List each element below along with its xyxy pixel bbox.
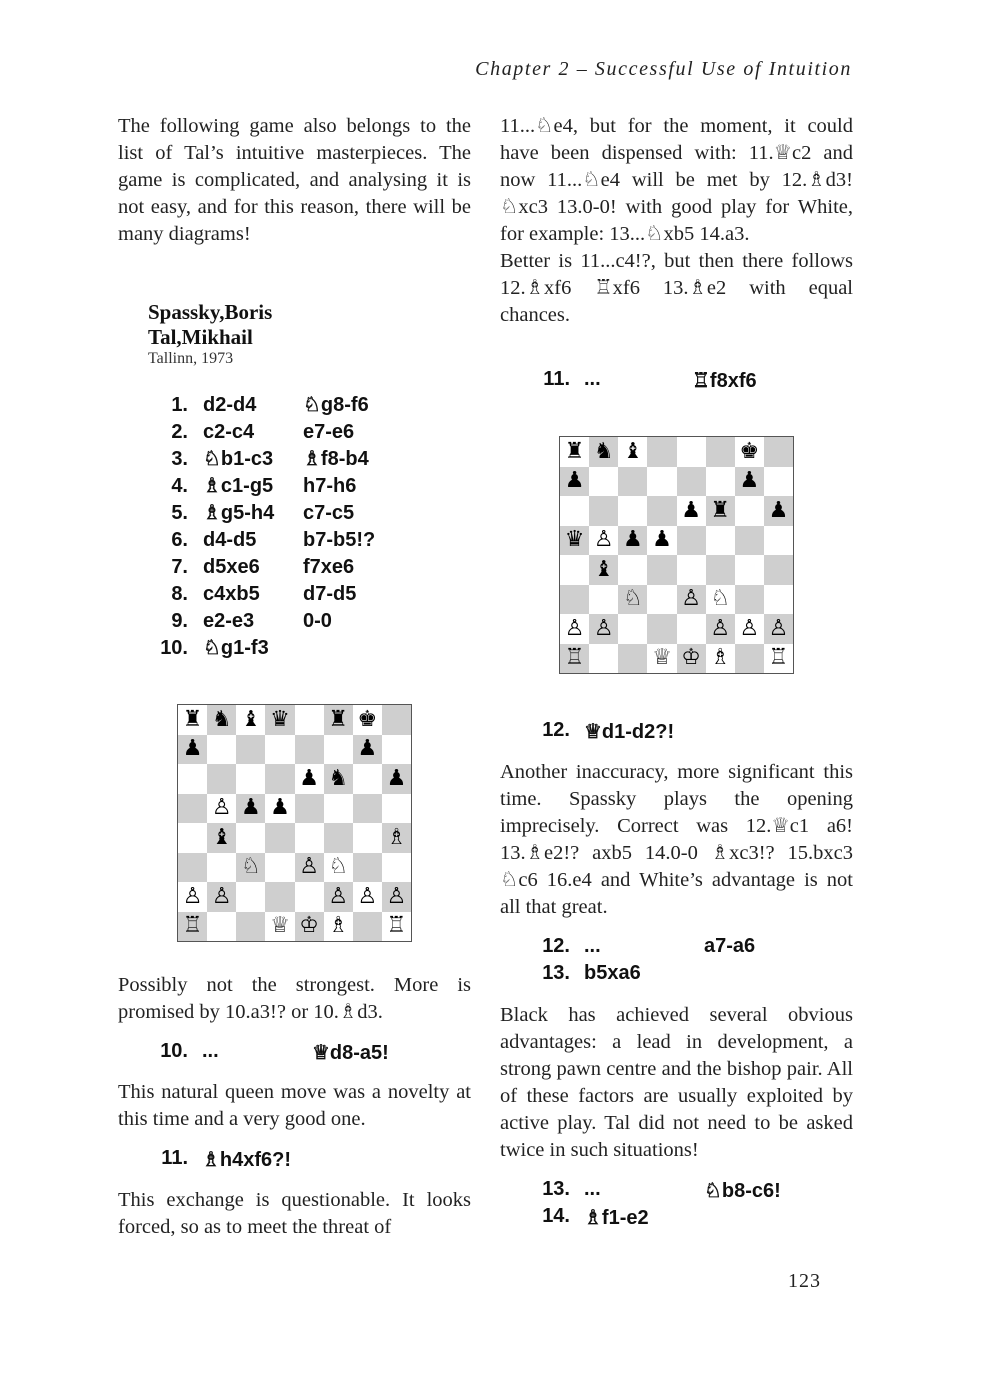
- board-square: [295, 912, 324, 942]
- white-queen-icon: ♕: [652, 645, 672, 671]
- board-square: [353, 794, 382, 824]
- move-text: ♘b8-c6!: [704, 1180, 781, 1202]
- board-square: [236, 705, 265, 735]
- board-square: [207, 882, 236, 912]
- board-square: [295, 735, 324, 765]
- game-header: [148, 300, 272, 368]
- white-move: ♘b1-c3: [203, 448, 274, 470]
- black-pawn-icon: ♟: [386, 765, 407, 791]
- black-pawn-icon: ♟: [182, 736, 203, 762]
- board-square: [706, 555, 735, 585]
- move-row: [118, 419, 403, 446]
- board-square: [265, 794, 294, 824]
- move-row: [118, 500, 403, 527]
- board-square: [207, 794, 236, 824]
- board-square: [764, 585, 793, 615]
- board-square: [207, 823, 236, 853]
- move-number: 1.: [171, 394, 188, 416]
- white-king-icon: ♔: [681, 645, 701, 671]
- board-square: [382, 912, 411, 942]
- board-square: [265, 823, 294, 853]
- board-square: [324, 764, 353, 794]
- black-pawn-icon: ♟: [357, 736, 378, 762]
- board-square: [560, 585, 589, 615]
- white-move: d2-d4: [203, 394, 257, 416]
- board-square: [236, 794, 265, 824]
- board-square: [618, 526, 647, 556]
- black-pawn-icon: ♟: [739, 468, 760, 494]
- white-knight-icon: ♘: [622, 586, 643, 612]
- board-square: [295, 853, 324, 883]
- board-square: [735, 526, 764, 556]
- chess-diagram-2: [559, 436, 794, 674]
- move-row: [118, 608, 403, 635]
- white-rook-icon: ♖: [182, 913, 203, 939]
- board-square: [706, 614, 735, 644]
- left-column: [118, 113, 471, 248]
- board-square: [589, 585, 618, 615]
- board-square: [382, 794, 411, 824]
- board-square: [353, 823, 382, 853]
- white-pawn-icon: ♙: [710, 615, 731, 641]
- board-square: [735, 614, 764, 644]
- board-square: [735, 496, 764, 526]
- white-pawn-icon: ♙: [211, 883, 232, 909]
- board-square: [353, 853, 382, 883]
- board-square: [647, 585, 676, 615]
- move-13-black: [530, 1178, 781, 1203]
- chapter-header: Chapter 2 – Successful Use of Intuition: [475, 58, 852, 80]
- board-square: [295, 764, 324, 794]
- board-square: [735, 644, 764, 674]
- left-para-3: [118, 1079, 471, 1133]
- board-square: [677, 496, 706, 526]
- board-square: [764, 614, 793, 644]
- game-place: Tallinn, 1973: [148, 350, 234, 367]
- board-square: [207, 764, 236, 794]
- board-square: [764, 526, 793, 556]
- board-square: [618, 644, 647, 674]
- move-text: a7-a6: [704, 935, 756, 957]
- black-king-icon: ♚: [357, 706, 378, 732]
- comment-10b: This natural queen move was a novelty at this time and a very good one.: [118, 1081, 471, 1130]
- white-pawn-icon: ♙: [386, 883, 407, 909]
- white-move: ♗c1-g5: [203, 475, 274, 497]
- black-move: e7-e6: [303, 421, 355, 443]
- board-square: [589, 467, 618, 497]
- board-square: [382, 853, 411, 883]
- intro-paragraph: The following game also belongs to the list of Tal’s intuitive masterpieces. The game is complicated, and analysing it is not easy, and for this reason, there will be many diagrams!: [118, 115, 471, 245]
- move-row: [118, 446, 403, 473]
- board-square: [618, 496, 647, 526]
- board-square: [178, 912, 207, 942]
- chess-diagram-1: [177, 704, 412, 942]
- board-square: [178, 764, 207, 794]
- black-rook-icon: ♜: [328, 706, 349, 732]
- white-knight-icon: ♘: [328, 854, 349, 880]
- move-number: 8.: [171, 583, 188, 605]
- board-square: [560, 555, 589, 585]
- board-square: [589, 644, 618, 674]
- right-column: [500, 113, 853, 329]
- move-number: 12.: [542, 719, 570, 741]
- board-square: [589, 555, 618, 585]
- board-square: [677, 526, 706, 556]
- board-square: [265, 735, 294, 765]
- board-square: [207, 705, 236, 735]
- board-square: [677, 585, 706, 615]
- move-number: 7.: [171, 556, 188, 578]
- black-knight-icon: ♞: [328, 765, 349, 791]
- move-number: 10.: [160, 1040, 188, 1062]
- white-rook-icon: ♖: [386, 913, 407, 939]
- board-square: [735, 585, 764, 615]
- black-pawn-icon: ♟: [299, 765, 319, 791]
- board-square: [647, 467, 676, 497]
- board-square: [382, 823, 411, 853]
- board-square: [295, 882, 324, 912]
- board-square: [382, 764, 411, 794]
- right-para-3: [500, 759, 853, 921]
- board-square: [618, 437, 647, 467]
- move-row: [118, 554, 403, 581]
- page-number: 123: [788, 1270, 821, 1292]
- move-10-black: [148, 1040, 389, 1065]
- board-square: [324, 794, 353, 824]
- left-para-2: [118, 972, 471, 1026]
- board-square: [618, 467, 647, 497]
- black-bishop-icon: ♝: [622, 438, 643, 464]
- board-square: [295, 705, 324, 735]
- black-rook-icon: ♜: [182, 706, 203, 732]
- board-square: [589, 526, 618, 556]
- board-square: [324, 912, 353, 942]
- white-pawn-icon: ♙: [182, 883, 203, 909]
- board-square: [764, 437, 793, 467]
- move-11-white: [148, 1147, 291, 1172]
- board-square: [324, 882, 353, 912]
- board-square: [265, 853, 294, 883]
- white-king-icon: ♔: [299, 913, 319, 939]
- move-number: 10.: [160, 637, 188, 659]
- board-square: [236, 823, 265, 853]
- move-dots: ...: [584, 368, 601, 390]
- board-square: [382, 705, 411, 735]
- board-square: [265, 705, 294, 735]
- move-text: ♕d8-a5!: [312, 1042, 389, 1064]
- board-square: [207, 853, 236, 883]
- board-square: [295, 823, 324, 853]
- black-queen-icon: ♛: [564, 527, 585, 553]
- white-rook-icon: ♖: [564, 645, 585, 671]
- board-square: [706, 437, 735, 467]
- white-rook-icon: ♖: [768, 645, 789, 671]
- board-square: [706, 467, 735, 497]
- board-square: [353, 912, 382, 942]
- board-square: [706, 526, 735, 556]
- white-pawn-icon: ♙: [739, 615, 760, 641]
- board-square: [178, 823, 207, 853]
- black-move: d7-d5: [303, 583, 357, 605]
- board-square: [560, 614, 589, 644]
- board-square: [735, 467, 764, 497]
- board-square: [677, 614, 706, 644]
- board-square: [178, 705, 207, 735]
- board-square: [178, 794, 207, 824]
- move-dots: ...: [584, 1178, 601, 1200]
- move-dots: ...: [584, 935, 601, 957]
- white-pawn-icon: ♙: [768, 615, 789, 641]
- move-text: ♗h4xf6?!: [202, 1149, 292, 1171]
- board-square: [324, 853, 353, 883]
- move-number: 13.: [542, 962, 570, 984]
- board-square: [207, 912, 236, 942]
- white-pawn-icon: ♙: [593, 615, 614, 641]
- move-number: 14.: [542, 1205, 570, 1227]
- black-player: Tal,Mikhail: [148, 325, 253, 349]
- board-square: [265, 764, 294, 794]
- move-text: ♕d1-d2?!: [584, 721, 675, 743]
- black-knight-icon: ♞: [593, 438, 614, 464]
- board-square: [236, 735, 265, 765]
- board-square: [560, 437, 589, 467]
- move-row: [118, 473, 403, 500]
- black-pawn-icon: ♟: [270, 795, 290, 821]
- board-square: [236, 764, 265, 794]
- board-square: [647, 555, 676, 585]
- comment-11: This exchange is questionable. It looks forced, so as to meet the threat of: [118, 1189, 471, 1238]
- comment-10: Possibly not the strongest. More is promised by 10.a3!? or 10.♗d3.: [118, 974, 471, 1023]
- board-square: [647, 496, 676, 526]
- move-number: 11.: [543, 368, 570, 390]
- white-pawn-icon: ♙: [299, 854, 319, 880]
- board-square: [735, 437, 764, 467]
- board-square: [324, 823, 353, 853]
- white-knight-icon: ♘: [710, 586, 731, 612]
- black-king-icon: ♚: [739, 438, 760, 464]
- board-square: [706, 585, 735, 615]
- move-list: [118, 392, 403, 662]
- move-text: ♖f8xf6: [692, 370, 757, 392]
- black-queen-icon: ♛: [270, 706, 290, 732]
- board-square: [677, 467, 706, 497]
- board-square: [764, 644, 793, 674]
- move-row: [118, 581, 403, 608]
- move-number: 9.: [171, 610, 188, 632]
- board-square: [764, 496, 793, 526]
- black-move: [303, 635, 403, 662]
- move-number: 13.: [542, 1178, 570, 1200]
- board-square: [295, 794, 324, 824]
- black-move: 0-0: [303, 610, 332, 632]
- board-square: [353, 882, 382, 912]
- board-square: [706, 496, 735, 526]
- white-pawn-icon: ♙: [211, 795, 232, 821]
- board-square: [764, 555, 793, 585]
- white-bishop-icon: ♗: [328, 913, 349, 939]
- black-rook-icon: ♜: [710, 497, 731, 523]
- move-row: [118, 527, 403, 554]
- black-pawn-icon: ♟: [240, 795, 261, 821]
- white-pawn-icon: ♙: [564, 615, 585, 641]
- white-bishop-icon: ♗: [710, 645, 731, 671]
- black-move: ♗f8-b4: [303, 448, 369, 470]
- board-square: [560, 496, 589, 526]
- black-move: ♘g8-f6: [303, 394, 369, 416]
- white-move: c2-c4: [203, 421, 255, 443]
- comment-11-better: Better is 11...c4!?, but then there follows 12.♗xf6 ♖xf6 13.♗e2 with equal chances.: [500, 250, 853, 326]
- move-number: 11.: [161, 1147, 188, 1169]
- move-text: b5xa6: [584, 962, 641, 984]
- move-number: 2.: [171, 421, 188, 443]
- board-square: [647, 614, 676, 644]
- move-text: ♗f1-e2: [584, 1207, 649, 1229]
- right-para-4: [500, 1002, 853, 1164]
- white-pawn-icon: ♙: [357, 883, 378, 909]
- white-move: c4xb5: [203, 583, 260, 605]
- board-square: [618, 614, 647, 644]
- comment-13: Black has achieved several obvious advantages: a lead in development, a strong pawn centre and the bishop pair. All of these factors are usually exploited by active play. Tal did not need to be asked twice in such situations!: [500, 1004, 853, 1161]
- white-move: ♗g5-h4: [203, 502, 275, 524]
- board-square: [560, 467, 589, 497]
- move-row: [118, 635, 403, 662]
- board-square: [382, 735, 411, 765]
- board-square: [647, 644, 676, 674]
- black-move: c7-c5: [303, 502, 355, 524]
- board-square: [618, 555, 647, 585]
- board-square: [178, 735, 207, 765]
- left-para-4: [118, 1187, 471, 1241]
- black-move: b7-b5!?: [303, 529, 376, 551]
- black-pawn-icon: ♟: [681, 497, 701, 523]
- board-square: [677, 437, 706, 467]
- black-pawn-icon: ♟: [652, 527, 672, 553]
- white-bishop-icon: ♗: [386, 824, 407, 850]
- board-square: [382, 882, 411, 912]
- move-number: 6.: [171, 529, 188, 551]
- board-square: [324, 705, 353, 735]
- board-square: [589, 437, 618, 467]
- black-bishop-icon: ♝: [240, 706, 261, 732]
- white-pawn-icon: ♙: [681, 586, 701, 612]
- black-bishop-icon: ♝: [593, 556, 614, 582]
- move-12-black: [530, 935, 755, 958]
- white-pawn-icon: ♙: [328, 883, 349, 909]
- black-pawn-icon: ♟: [564, 468, 585, 494]
- move-number: 3.: [171, 448, 188, 470]
- white-move: e2-e3: [203, 610, 255, 632]
- move-number: 4.: [171, 475, 188, 497]
- move-11-black: [530, 368, 757, 393]
- move-14-white: [530, 1205, 649, 1230]
- white-move: ♘g1-f3: [203, 637, 269, 659]
- board-square: [207, 735, 236, 765]
- move-13-white: [530, 962, 641, 985]
- black-move: f7xe6: [303, 556, 355, 578]
- black-bishop-icon: ♝: [211, 824, 232, 850]
- comment-12: Another inaccuracy, more significant this time. Spassky plays the opening imprecisely. Correct was 12.♕c1 a6! 13.♗e2!? axb5 14.0-0 ♗xc3!? 15.bxc3 ♘c6 16.e4 and White’s advantage is not all that great.: [500, 761, 853, 918]
- white-move: d5xe6: [203, 556, 260, 578]
- black-pawn-icon: ♟: [622, 527, 643, 553]
- board-square: [353, 705, 382, 735]
- black-knight-icon: ♞: [211, 706, 232, 732]
- move-dots: ...: [202, 1040, 219, 1062]
- white-move: d4-d5: [203, 529, 257, 551]
- board-square: [677, 644, 706, 674]
- move-12-white: [530, 719, 674, 744]
- board-square: [353, 735, 382, 765]
- white-pawn-icon: ♙: [593, 527, 614, 553]
- black-rook-icon: ♜: [564, 438, 585, 464]
- board-square: [647, 526, 676, 556]
- board-square: [677, 555, 706, 585]
- board-square: [764, 467, 793, 497]
- board-square: [265, 912, 294, 942]
- black-move: h7-h6: [303, 475, 357, 497]
- board-square: [647, 437, 676, 467]
- move-number: 12.: [542, 935, 570, 957]
- move-row: [118, 392, 403, 419]
- move-number: 5.: [171, 502, 188, 524]
- board-square: [236, 912, 265, 942]
- board-square: [589, 496, 618, 526]
- board-square: [353, 764, 382, 794]
- board-square: [178, 882, 207, 912]
- black-pawn-icon: ♟: [768, 497, 789, 523]
- board-square: [236, 882, 265, 912]
- board-square: [735, 555, 764, 585]
- board-square: [589, 614, 618, 644]
- board-square: [265, 882, 294, 912]
- board-square: [560, 526, 589, 556]
- white-player: Spassky,Boris: [148, 300, 273, 324]
- board-square: [324, 735, 353, 765]
- white-knight-icon: ♘: [240, 854, 261, 880]
- board-square: [178, 853, 207, 883]
- board-square: [236, 853, 265, 883]
- board-square: [560, 644, 589, 674]
- white-queen-icon: ♕: [270, 913, 290, 939]
- board-square: [706, 644, 735, 674]
- comment-11-continued: 11...♘e4, but for the moment, it could have been dispensed with: 11.♕c2 and now 11...♘e4 will be met by 12.♗d3! ♘xc3 13.0-0! with good play for White, for example: 13...♘xb5 14.a3.: [500, 115, 853, 245]
- board-square: [618, 585, 647, 615]
